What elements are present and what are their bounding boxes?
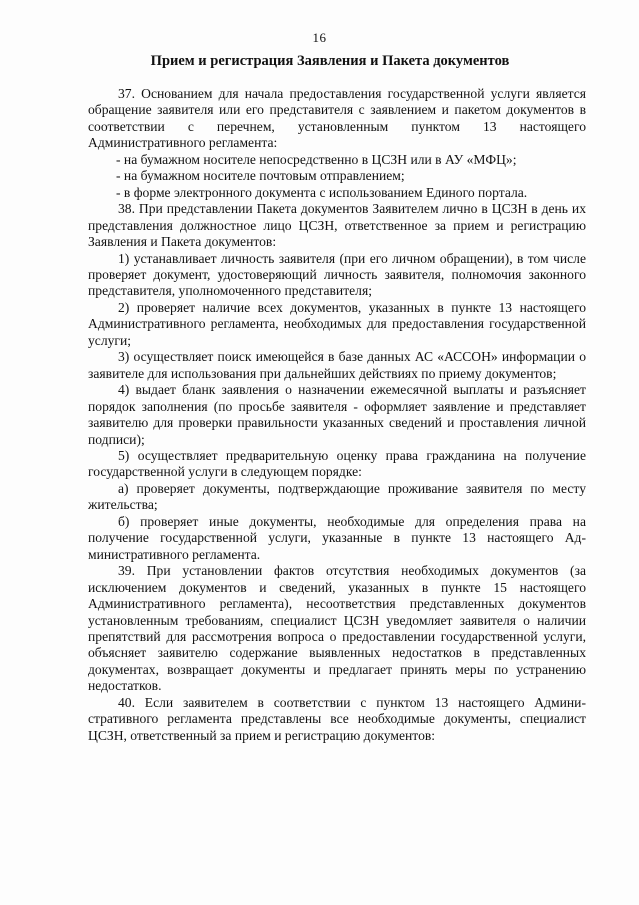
paragraph-40: 40. Если заявителем в соответствии с пунктом 13 настоящего Административного регламента представлены все необходимые документы, специалист ЦСЗН, ответственный за прием и регистрацию документов: [88,694,586,743]
sub-item-b: б) проверяет иные документы, необходимые для определения права на получение государственной услуги, указанные в пункте 13 настоящего Административного регламента. [88,513,586,562]
document-body [88,86,586,744]
list-item-3: 3) осуществляет поиск имеющейся в базе данных АС «АССОН» информации о заявителе для использования при дальнейших действиях по приему документов; [88,349,586,381]
list-item-electronic: - в форме электронного документа с использованием Единого портала. [116,184,528,200]
page-number: 16 [312,30,327,45]
paragraph-37: 37. Основанием для начала предоставления государственной услуги является обращение заявителя или его представителя с заявлением и пакетом документов в соответствии с перечнем, установленным пунктом 13 настоящего Административного регламента: [88,86,586,151]
sub-item-a: а) проверяет документы, подтверждающие проживание заявителя по месту жительства; [88,480,586,513]
list-item-5: 5) осуществляет предварительную оценку права гражданина на получение государственной услуги в следующем порядке: [88,447,586,480]
paragraph-38: 38. При представлении Пакета документов Заявителем лично в ЦСЗН в день их представления должностное лицо ЦСЗН, ответственное за прием и регистрацию Заявления и Пакета документов: [88,201,586,250]
list-item-4: 4) выдает бланк заявления о назначении ежемесячной выплаты и разъясняет порядок заполнения (по просьбе заявителя - оформляет заявление и представляет заявителю для проверки правильности указанных сведений и проставления личной подписи); [88,382,586,447]
list-item-1: 1) устанавливает личность заявителя (при его личном обращении), в том числе проверяет документ, удостоверяющий личность заявителя, полномочия законного представителя, уполномоченного представителя; [88,250,586,299]
list-item-2: 2) проверяет наличие всех документов, указанных в пункте 13 настоящего Административного регламента, необходимых для предоставления государственной услуги; [88,299,586,348]
paragraph-39: 39. При установлении фактов отсутствия необходимых документов (за исключением документов и сведений, указанных в пункте 15 настоящего Административного регламента), несоответствия представленных документов установленным требованиям, специалист ЦСЗН уведомляет заявителя о наличии препятствий для рассмотрения вопроса о предоставлении государственной услуги, объясняет заявителю содержание выявленных недостатков в представленных документах, возвращает документы и предлагает принять меры по устранению недостатков. [88,563,586,694]
section-title: Прием и регистрация Заявления и Пакета документов [150,53,510,69]
list-item-paper-direct: - на бумажном носителе непосредственно в ЦСЗН или в АУ «МФЦ»; [116,151,517,167]
list-item-paper-post: - на бумажном носителе почтовым отправлением; [116,168,405,184]
